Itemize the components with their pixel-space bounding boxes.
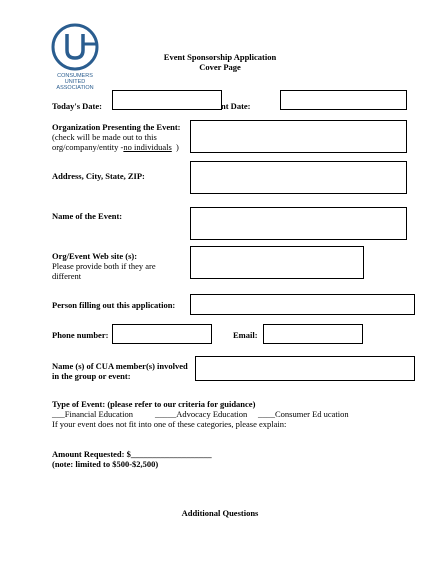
cua-members-field[interactable] (195, 356, 415, 381)
event-type-option-financial[interactable]: ___Financial Education (52, 409, 133, 419)
org-note-2c: ) (176, 142, 179, 152)
todays-date-field[interactable] (112, 90, 222, 110)
org-field[interactable] (190, 120, 407, 153)
person-field[interactable] (190, 294, 415, 315)
website-field[interactable] (190, 246, 364, 279)
logo-line3: ASSOCIATION (56, 85, 94, 91)
org-note-1: (check will be made out to this (52, 132, 157, 142)
form-title: Event Sponsorship Application (163, 52, 277, 62)
logo-line2: UNITED (64, 79, 86, 85)
person-label: Person filling out this application: (52, 300, 176, 310)
event-type-option-consumer[interactable]: ____Consumer Ed ucation (258, 409, 349, 419)
org-note-2 (52, 142, 179, 152)
amount-note: (note: limited to $500-$2,500) (52, 459, 159, 469)
website-label: Org/Event Web site (s): (52, 251, 138, 261)
org-note-2b: no individuals (123, 142, 172, 152)
org-note-2a: org/company/entity - (52, 142, 124, 152)
event-name-label: Name of the Event: (52, 211, 123, 221)
form-subtitle: Cover Page (199, 62, 241, 72)
website-note-1: Please provide both if they are (52, 261, 156, 271)
cua-members-label-2: in the group or event: (52, 371, 131, 381)
additional-questions-heading: Additional Questions (181, 508, 259, 518)
cua-members-label-1: Name (s) of CUA member(s) involved (52, 361, 188, 371)
address-label: Address, City, State, ZIP: (52, 171, 145, 181)
org-label: Organization Presenting the Event: (52, 122, 181, 132)
event-date-label: nt Date: (221, 101, 251, 111)
email-label: Email: (233, 330, 258, 340)
amount-label: Amount Requested: $___________________ (52, 449, 212, 459)
event-type-option-advocacy[interactable]: _____Advocacy Education (155, 409, 248, 419)
logo-line1: CONSUMERS (57, 73, 93, 79)
email-field[interactable] (263, 324, 363, 344)
phone-label: Phone number: (52, 330, 109, 340)
event-type-heading: Type of Event: (please refer to our criteria for guidance) (52, 399, 256, 409)
event-date-field[interactable] (280, 90, 407, 110)
phone-field[interactable] (112, 324, 212, 344)
event-name-field[interactable] (190, 207, 407, 240)
event-type-note: If your event does not fit into one of these categories, please explain: (52, 419, 287, 429)
todays-date-label: Today's Date: (52, 101, 102, 111)
address-field[interactable] (190, 161, 407, 194)
website-note-2: different (52, 271, 82, 281)
